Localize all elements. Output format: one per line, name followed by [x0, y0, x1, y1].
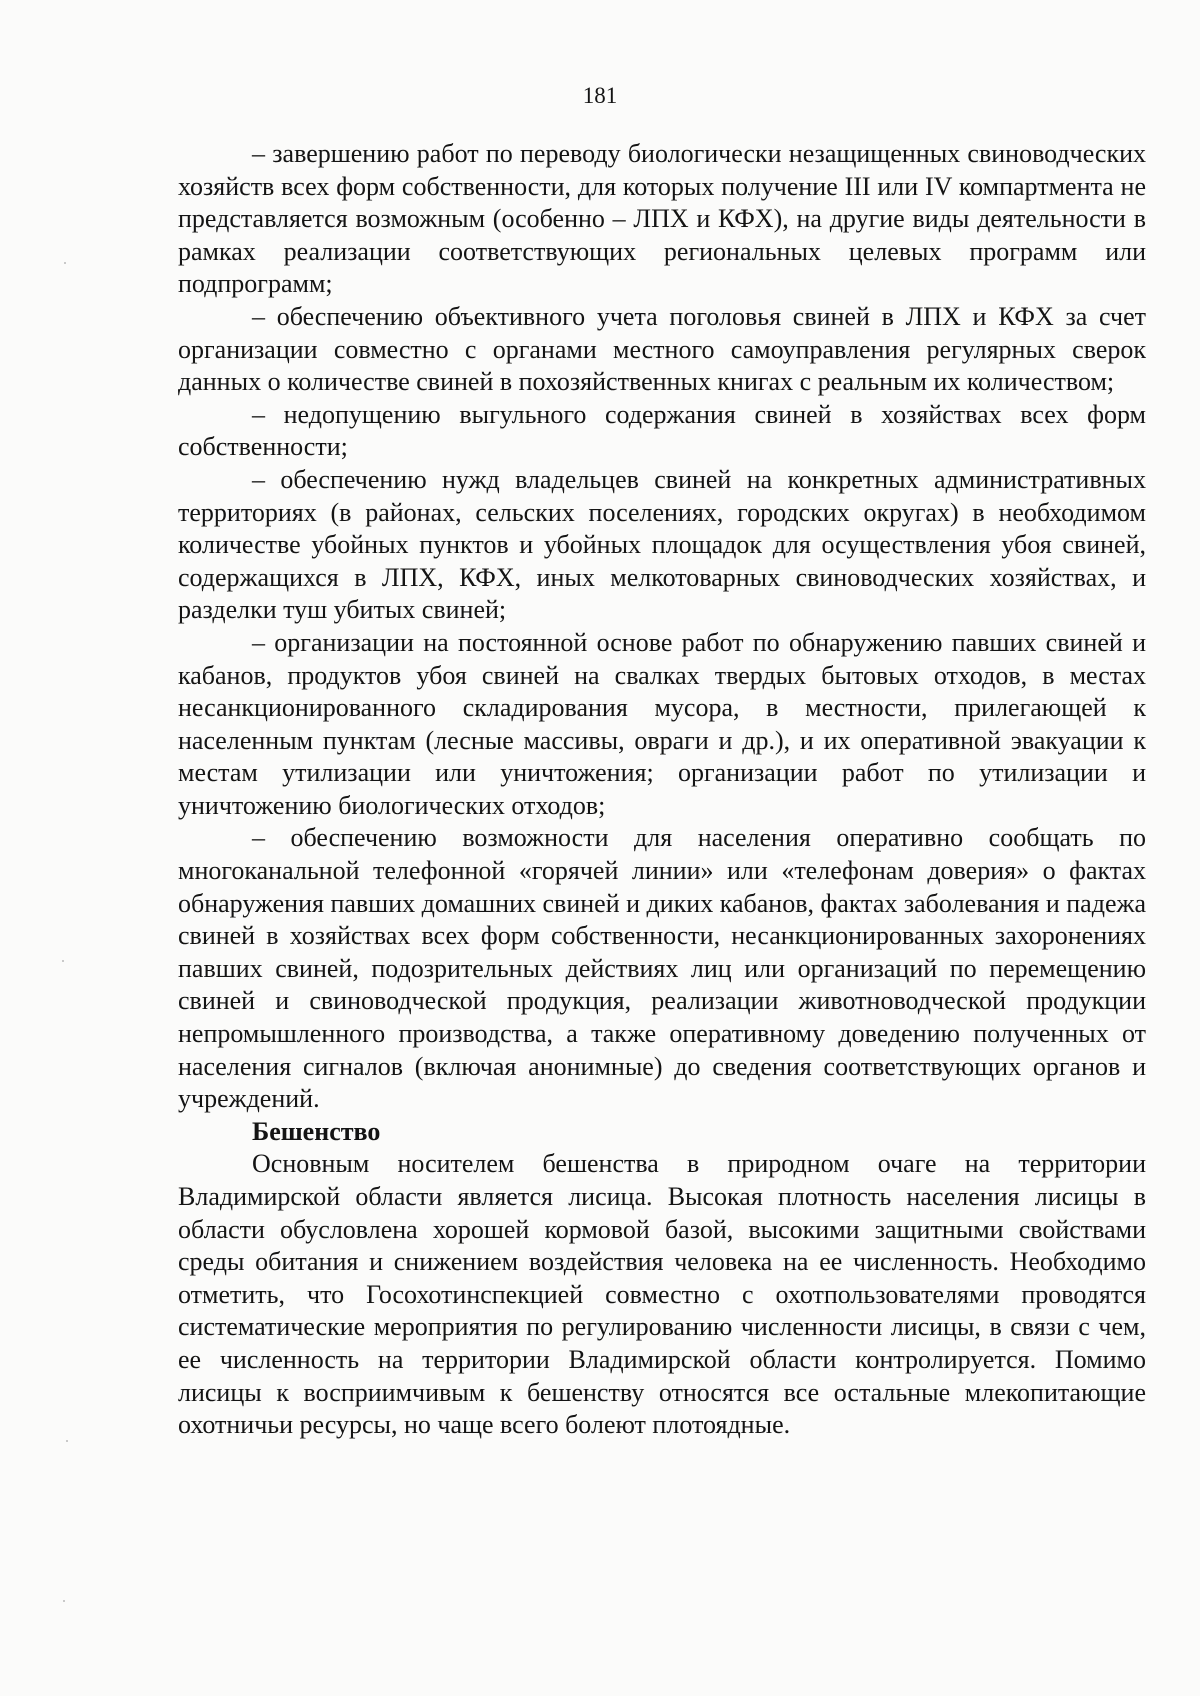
list-item-paragraph: – завершению работ по переводу биологически незащищенных свиноводческих хозяйств всех форм собственности, для которых получение III или IV компартмента не представляется возможным (особенно – ЛПХ и КФХ), на другие виды деятельности в рамках реализации соответствующих региональных целевых программ или подпрограмм;: [178, 139, 1146, 299]
scan-speck: [63, 1600, 65, 1602]
scan-speck: [66, 1440, 68, 1442]
document-body: [178, 138, 1146, 1442]
page-number: 181: [582, 83, 618, 108]
list-item-paragraph: – недопущению выгульного содержания свиней в хозяйствах всех форм собственности;: [178, 399, 1146, 462]
list-item-paragraph: – обеспечению возможности для населения оперативно сообщать по многоканальной телефонной «горячей линии» или «телефонам доверия» о фактах обнаружения павших домашних свиней и диких кабанов, фактах заболевания и падежа свиней в хозяйствах всех форм собственности, несанкционированных захоронениях павших свиней, подозрительных действиях лиц или организаций по перемещению свиней и свиноводческой продукция, реализации животноводческой продукции непромышленного производства, а также оперативному доведению полученных от населения сигналов (включая анонимные) до сведения соответствующих органов и учреждений.: [178, 823, 1146, 1114]
list-item-paragraph: – организации на постоянной основе работ по обнаружению павших свиней и кабанов, продуктов убоя свиней на свалках твердых бытовых отходов, в местах несанкционированного складирования мусора, в местности, прилегающей к населенным пунктам (лесные массивы, овраги и др.), и их оперативной эвакуации к местам утилизации или уничтожения; организации работ по утилизации и уничтожению биологических отходов;: [178, 627, 1146, 820]
list-item-paragraph: – обеспечению нужд владельцев свиней на конкретных административных территориях (в районах, сельских поселениях, городских округах) в необходимом количестве убойных пунктов и убойных площадок для осуществления убоя свиней, содержащихся в ЛПХ, КФХ, иных мелкотоварных свиноводческих хозяйствах, и разделки туш убитых свиней;: [178, 464, 1146, 625]
section-paragraph: Основным носителем бешенства в природном очаге на территории Владимирской области является лисица. Высокая плотность населения лисицы в области обусловлена хорошей кормовой базой, высокими защитными свойствами среды обитания и снижением воздействия человека на ее численность. Необходимо отметить, что Госохотинспекцией совместно с охотпользователями проводятся систематические мероприятия по регулированию численности лисицы, в связи с чем, ее численность на территории Владимирской области контролируется. Помимо лисицы к восприимчивым к бешенству относятся все остальные млекопитающие охотничьи ресурсы, но чаще всего болеют плотоядные.: [178, 1149, 1146, 1440]
section-heading: Бешенство: [252, 1116, 381, 1146]
scan-speck: [62, 960, 64, 962]
list-item-paragraph: – обеспечению объективного учета поголовья свиней в ЛПХ и КФХ за счет организации совместно с органами местного самоуправления регулярных сверок данных о количестве свиней в похозяйственных книгах с реальным их количеством;: [178, 301, 1146, 397]
scan-speck: [64, 262, 66, 264]
